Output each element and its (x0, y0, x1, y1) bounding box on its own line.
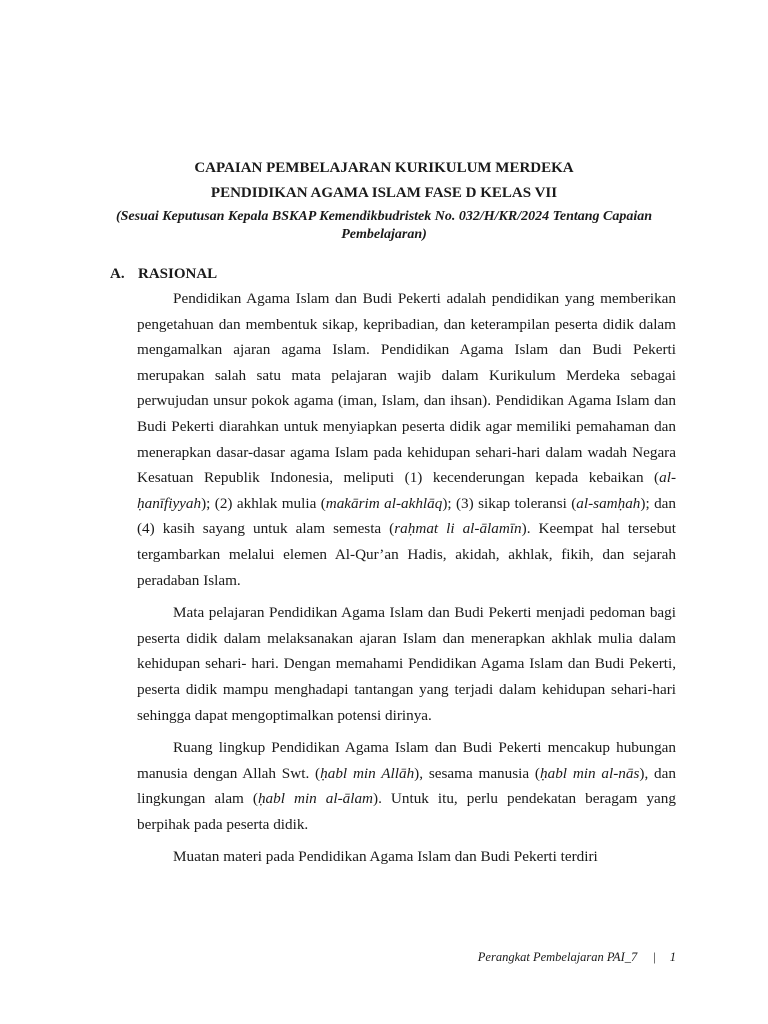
text-run: ); (3) sikap toleransi ( (442, 494, 577, 512)
body-paragraph (137, 286, 676, 593)
document-title-line-2: PENDIDIKAN AGAMA ISLAM FASE D KELAS VII (210, 185, 558, 201)
document-subtitle: (Sesuai Keputusan Kepala BSKAP Kemendikbudristek No. 032/H/KR/2024 Tentang Capaian Pembelajaran) (115, 209, 653, 242)
footer-label: Perangkat Pembelajaran PAI_7 (477, 950, 638, 964)
text-run: Muatan materi pada Pendidikan Agama Islam dan Budi Pekerti terdiri (173, 848, 598, 866)
text-run: Ruang lingkup Pendidikan Agama Islam dan Budi Pekerti mencakup hubungan manusia dengan Allah Swt. ( (137, 739, 676, 782)
text-run: ); dan (4) kasih sayang untuk alam semesta ( (137, 494, 676, 538)
text-run: Mata pelajaran Pendidikan Agama Islam dan Budi Pekerti menjadi pedoman bagi peserta didik dalam melaksanakan ajaran Islam dan menerapkan akhlak mulia dalam kehidupan sehari- hari. Dengan memahami Pendidikan Agama Islam dan Budi Pekerti, peserta didik mampu menghadapi tantangan yang terjadi dalam kehidupan sehari-hari sehingga dapat mengoptimalkan potensi dirinya. (137, 604, 676, 724)
italic-term: ḥabl min al-ālam (257, 790, 374, 808)
body-paragraph (137, 844, 676, 870)
text-run: ). Keempat hal tersebut tergambarkan melalui elemen Al-Qur’an Hadis, akidah, akhlak, fikih, dan sejarah peradaban Islam. (137, 520, 676, 589)
italic-term: ḥabl min Allāh (320, 764, 415, 782)
footer-separator: | (653, 950, 656, 964)
italic-term: makārim al-akhlāq (325, 494, 443, 512)
italic-term: ḥabl min al-nās (540, 764, 640, 782)
text-run: Pendidikan Agama Islam dan Budi Pekerti adalah pendidikan yang memberikan pengetahuan dan membentuk sikap, kepribadian, dan keterampilan peserta didik dalam mengamalkan ajaran agama Islam. Pendidikan Agama Islam dan Budi Pekerti merupakan salah satu mata pelajaran wajib dalam Kurikulum Merdeka sebagai perwujudan unsur pokok agama (iman, Islam, dan ihsan). Pendidikan Agama Islam dan Budi Pekerti diarahkan untuk menyiapkan peserta didik agar memiliki pemahaman dan menerapkan dasar-dasar agama Islam pada kehidupan sehari-hari dalam wadah Negara Kesatuan Republik Indonesia, meliputi (1) kecenderungan kepada kebaikan ( (137, 290, 676, 487)
document-title-line-1: CAPAIAN PEMBELAJARAN KURIKULUM MERDEKA (194, 160, 574, 176)
section-number: A. (110, 266, 125, 282)
section-heading (110, 266, 217, 283)
page-footer (0, 950, 676, 965)
text-run: ); (2) akhlak mulia ( (201, 494, 326, 512)
text-run: ). Untuk itu, perlu pendekatan beragam yang berpihak pada peserta didik. (137, 790, 676, 833)
page-number: 1 (669, 950, 676, 964)
text-run: ), sesama manusia ( (414, 764, 540, 782)
body-text (137, 286, 676, 877)
italic-term: al- ḥanīfiyyah (137, 469, 676, 512)
body-paragraph (137, 600, 676, 728)
body-paragraph (137, 735, 676, 837)
section-title: RASIONAL (138, 266, 218, 282)
text-run: ), dan lingkungan alam ( (137, 764, 676, 808)
italic-term: raḥmat li al-ālamīn (394, 520, 522, 538)
italic-term: al-samḥah (576, 494, 641, 512)
